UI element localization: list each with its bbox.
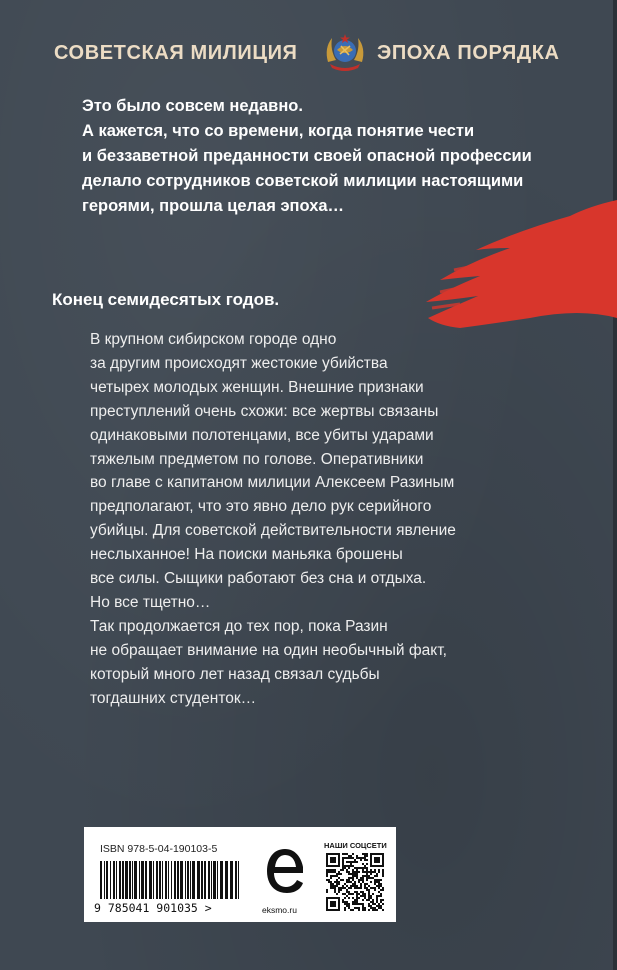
synopsis-line: тяжелым предметом по голове. Оперативники <box>90 450 424 468</box>
series-title-right: ЭПОХА ПОРЯДКА <box>377 42 560 64</box>
ussr-emblem-icon <box>322 32 368 72</box>
social-label: НАШИ СОЦСЕТИ <box>324 841 387 850</box>
series-banner <box>0 38 617 68</box>
synopsis-line: одинаковыми полотенцами, все убиты ударами <box>90 426 434 444</box>
synopsis-line: неслыханное! На поиски маньяка брошены <box>90 546 403 564</box>
synopsis-line: который много лет назад связал судьбы <box>90 665 380 683</box>
synopsis-line: не обращает внимание на один необычный факт, <box>90 641 447 659</box>
intro-line: А кажется, что со времени, когда понятие чести <box>82 122 475 140</box>
red-paint-stroke <box>420 200 617 330</box>
barcode-bars <box>96 861 244 901</box>
intro-line: и беззаветной преданности своей опасной профессии <box>82 147 532 165</box>
synopsis-line: Так продолжается до тех пор, пока Разин <box>90 617 388 635</box>
synopsis-line: Но все тщетно… <box>90 593 211 611</box>
barcode-digits: 9 785041 901035 > <box>94 901 212 915</box>
synopsis-line: преступлений очень схожи: все жертвы связаны <box>90 402 439 420</box>
synopsis-line: тогдашних студенток… <box>90 689 257 707</box>
synopsis-line: предполагают, что это явно дело рук серийного <box>90 498 432 516</box>
synopsis-line: убийцы. Для советской действительности явление <box>90 522 456 540</box>
synopsis-line: В крупном сибирском городе одно <box>90 331 337 348</box>
eksmo-logo-icon <box>265 847 305 903</box>
publisher-url: eksmo.ru <box>262 905 297 915</box>
series-title-left: СОВЕТСКАЯ МИЛИЦИЯ <box>54 42 298 64</box>
synopsis-line: во главе с капитаном милиции Алексеем Разиным <box>90 474 455 492</box>
synopsis-line: четырех молодых женщин. Внешние признаки <box>90 378 424 396</box>
synopsis-text <box>90 328 530 711</box>
intro-line: героями, прошла целая эпоха… <box>82 197 345 215</box>
intro-line: Это было совсем недавно. <box>82 97 303 115</box>
synopsis-line: все силы. Сыщики работают без сна и отдыха. <box>90 570 427 588</box>
qr-code-icon <box>326 853 384 911</box>
spine-edge <box>613 0 617 970</box>
intro-line: делало сотрудников советской милиции настоящими <box>82 172 524 190</box>
section-heading: Конец семидесятых годов. <box>52 290 280 309</box>
synopsis-line: за другим происходят жестокие убийства <box>90 354 388 372</box>
barcode-panel <box>84 827 396 922</box>
isbn-text: ISBN 978-5-04-190103-5 <box>100 843 218 855</box>
